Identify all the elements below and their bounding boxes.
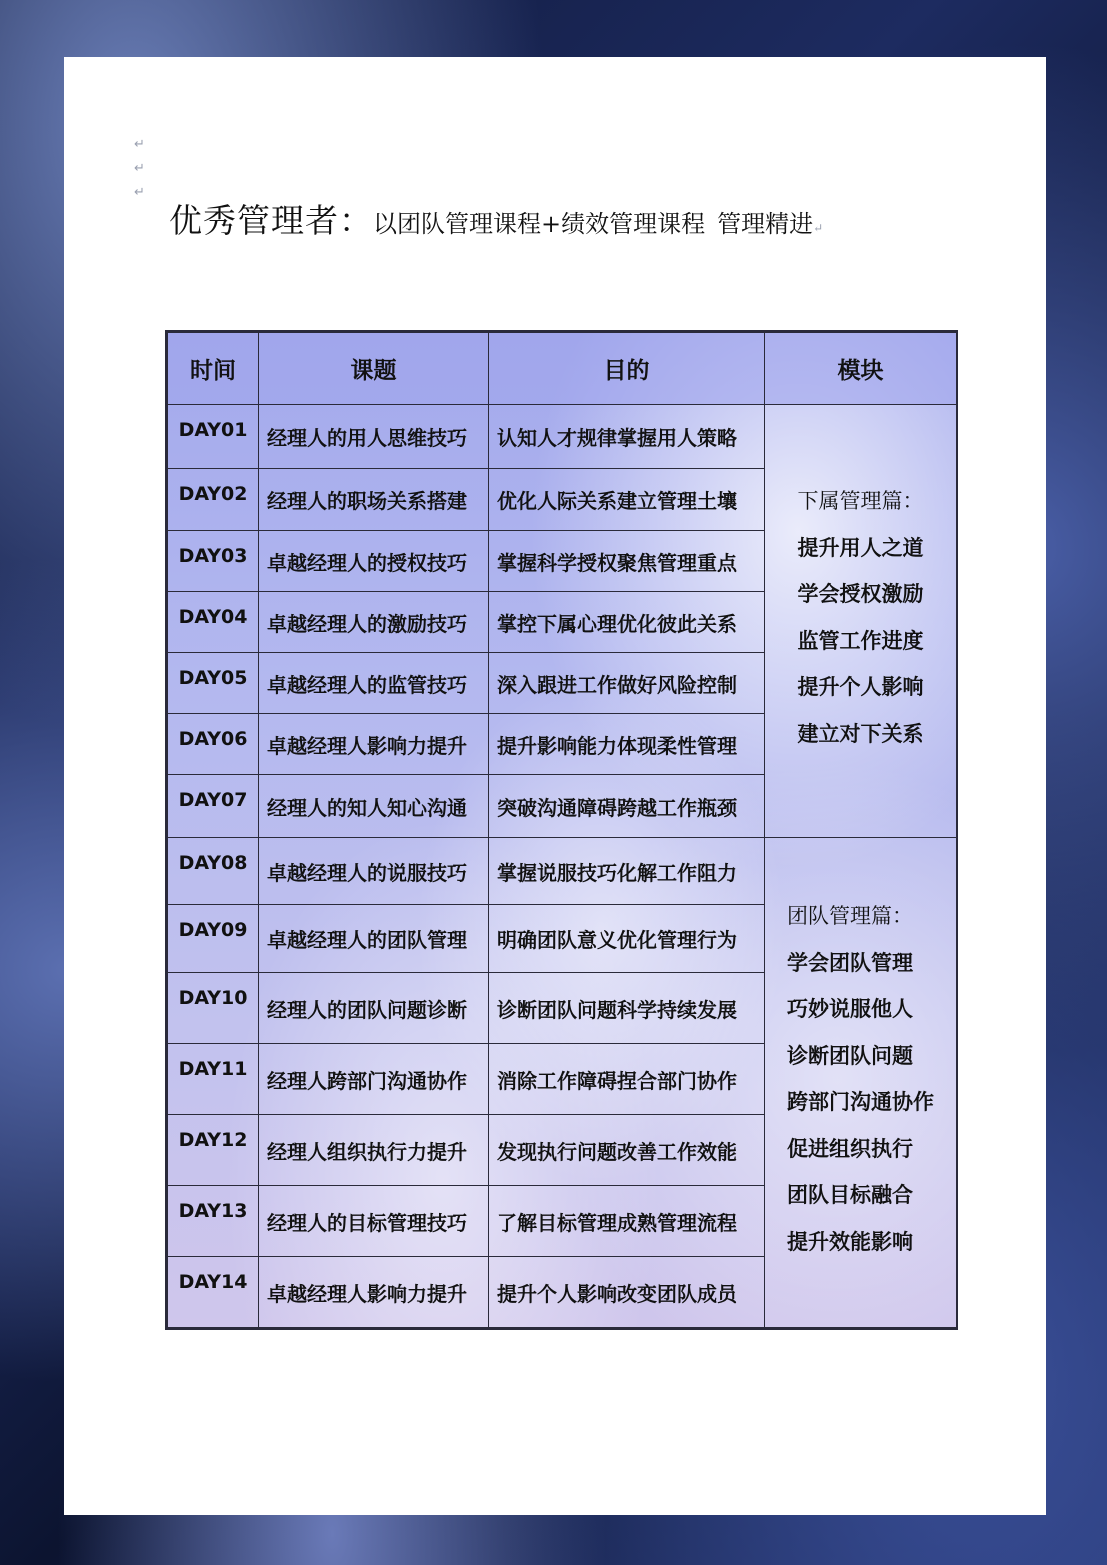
paragraph-mark: ↵ bbox=[134, 185, 145, 200]
cell-goal: 掌握科学授权聚焦管理重点 bbox=[489, 531, 765, 592]
return-mark-icon: ↵ bbox=[813, 221, 824, 235]
module-line: 巧妙说服他人 bbox=[787, 997, 913, 1022]
cell-topic: 经理人的知人知心沟通 bbox=[259, 775, 489, 838]
cell-day: DAY04 bbox=[168, 592, 259, 653]
module-line: 建立对下关系 bbox=[797, 721, 924, 746]
cell-goal: 发现执行问题改善工作效能 bbox=[489, 1115, 765, 1186]
cell-topic: 卓越经理人的激励技巧 bbox=[259, 592, 489, 653]
header-goal: 目的 bbox=[489, 333, 765, 405]
header-topic: 课题 bbox=[259, 333, 489, 405]
table-body bbox=[168, 405, 957, 1328]
cell-day: DAY05 bbox=[168, 653, 259, 714]
module-line: 提升个人影响 bbox=[797, 675, 924, 700]
cell-day: DAY11 bbox=[168, 1044, 259, 1115]
cell-day: DAY12 bbox=[168, 1115, 259, 1186]
header-time: 时间 bbox=[168, 333, 259, 405]
cell-topic: 卓越经理人的说服技巧 bbox=[259, 838, 489, 905]
cell-day: DAY10 bbox=[168, 973, 259, 1044]
heading-sub: 以团队管理课程+绩效管理课程 bbox=[373, 210, 706, 238]
cell-goal: 诊断团队问题科学持续发展 bbox=[489, 973, 765, 1044]
cell-goal: 了解目标管理成熟管理流程 bbox=[489, 1186, 765, 1257]
cell-topic: 卓越经理人的授权技巧 bbox=[259, 531, 489, 592]
cell-day: DAY02 bbox=[168, 469, 259, 531]
cell-goal: 掌握说服技巧化解工作阻力 bbox=[489, 838, 765, 905]
cell-goal: 消除工作障碍捏合部门协作 bbox=[489, 1044, 765, 1115]
table-row bbox=[168, 405, 957, 469]
cell-topic: 卓越经理人的团队管理 bbox=[259, 905, 489, 973]
cell-day: DAY03 bbox=[168, 531, 259, 592]
module-line: 促进组织执行 bbox=[787, 1136, 913, 1161]
module-title: 下属管理篇： bbox=[797, 488, 924, 513]
paragraph-mark: ↵ bbox=[134, 137, 145, 152]
cell-topic: 经理人的职场关系搭建 bbox=[259, 469, 489, 531]
module-line: 团队目标融合 bbox=[787, 1183, 913, 1208]
heading-main: 优秀管理者： bbox=[169, 201, 373, 240]
cell-day: DAY08 bbox=[168, 838, 259, 905]
cell-topic: 经理人的团队问题诊断 bbox=[259, 973, 489, 1044]
cell-day: DAY14 bbox=[168, 1257, 259, 1328]
module-line: 学会授权激励 bbox=[797, 582, 924, 607]
cell-module-team bbox=[765, 838, 957, 1328]
document-page bbox=[64, 57, 1046, 1515]
paragraph-mark: ↵ bbox=[134, 161, 145, 176]
cell-module-subordinate bbox=[765, 405, 957, 838]
cell-day: DAY01 bbox=[168, 405, 259, 469]
cell-day: DAY09 bbox=[168, 905, 259, 973]
table-row bbox=[168, 838, 957, 905]
cell-goal: 明确团队意义优化管理行为 bbox=[489, 905, 765, 973]
module-title: 团队管理篇： bbox=[787, 903, 913, 928]
cell-topic: 经理人跨部门沟通协作 bbox=[259, 1044, 489, 1115]
heading-end: 管理精进 bbox=[717, 210, 814, 238]
cell-goal: 提升影响能力体现柔性管理 bbox=[489, 714, 765, 775]
cell-goal: 优化人际关系建立管理土壤 bbox=[489, 469, 765, 531]
cell-topic: 卓越经理人影响力提升 bbox=[259, 1257, 489, 1328]
cell-goal: 提升个人影响改变团队成员 bbox=[489, 1257, 765, 1328]
course-table bbox=[167, 332, 957, 1328]
module-line: 提升效能影响 bbox=[787, 1229, 913, 1254]
cell-goal: 深入跟进工作做好风险控制 bbox=[489, 653, 765, 714]
course-table-container bbox=[165, 330, 958, 1330]
module-line: 诊断团队问题 bbox=[787, 1043, 913, 1068]
module-line: 跨部门沟通协作 bbox=[787, 1090, 934, 1115]
cell-day: DAY07 bbox=[168, 775, 259, 838]
module-line: 提升用人之道 bbox=[797, 535, 924, 560]
cell-topic: 经理人组织执行力提升 bbox=[259, 1115, 489, 1186]
cell-topic: 经理人的目标管理技巧 bbox=[259, 1186, 489, 1257]
cell-day: DAY13 bbox=[168, 1186, 259, 1257]
cell-topic: 卓越经理人影响力提升 bbox=[259, 714, 489, 775]
cell-goal: 突破沟通障碍跨越工作瓶颈 bbox=[489, 775, 765, 838]
module-line: 监管工作进度 bbox=[797, 628, 924, 653]
cell-day: DAY06 bbox=[168, 714, 259, 775]
document-heading bbox=[169, 195, 1029, 242]
header-module: 模块 bbox=[765, 333, 957, 405]
table-header-row bbox=[168, 333, 957, 405]
cell-topic: 卓越经理人的监管技巧 bbox=[259, 653, 489, 714]
cell-goal: 掌控下属心理优化彼此关系 bbox=[489, 592, 765, 653]
module-line: 学会团队管理 bbox=[787, 950, 913, 975]
paragraph-marks bbox=[134, 133, 145, 205]
cell-topic: 经理人的用人思维技巧 bbox=[259, 405, 489, 469]
cell-goal: 认知人才规律掌握用人策略 bbox=[489, 405, 765, 469]
